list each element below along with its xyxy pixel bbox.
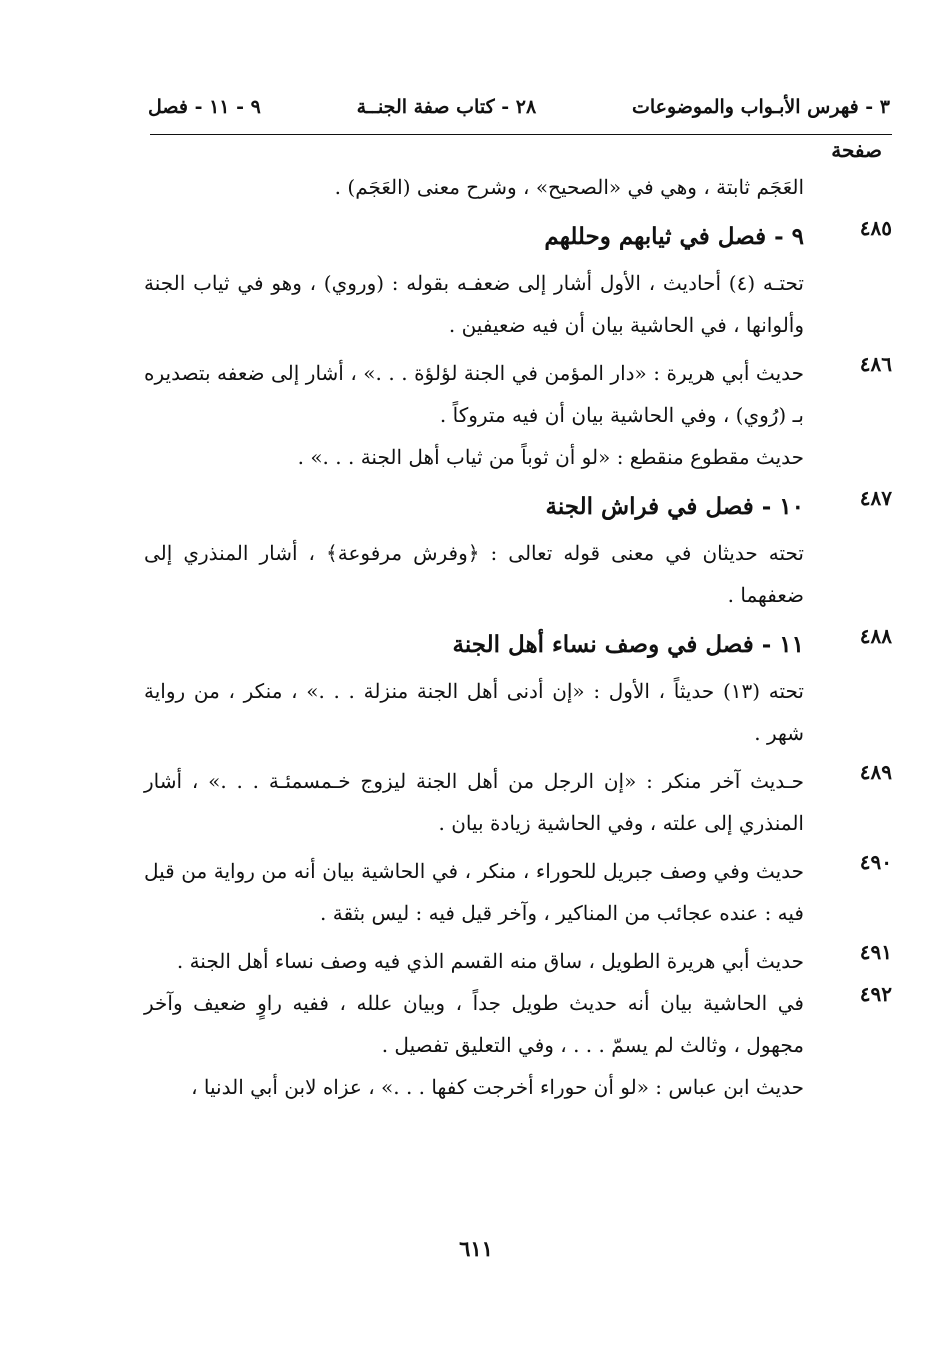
section-heading: ١٠ - فصل في فراش الجنة: [545, 493, 804, 520]
index-entries: [144, 166, 892, 1108]
section-heading-entry: [144, 216, 892, 258]
entry-text: تحته حديثان في معنى قوله تعالى : ﴿وفرش مرفوعة﴾ ، أشار المنذري إلى ضعفهما .: [144, 541, 804, 607]
entry-page-number: ٤٩٢: [859, 982, 892, 1006]
entry-text: حديث أبي هريرة الطويل ، ساق منه القسم الذي فيه وصف نساء أهل الجنة .: [176, 949, 804, 973]
entry-text: حديث وفي وصف جبريل للحوراء ، منكر ، في الحاشية بيان أنه من رواية من قيل فيه : عنده عجائب من المناكير ، وآخر قيل فيه : ليس بثقة .: [144, 859, 804, 925]
index-entry: [144, 262, 892, 346]
running-head-right: ٣ - فهرس الأبـواب والموضوعات: [631, 96, 890, 118]
index-entry: [144, 850, 892, 934]
section-heading: ٩ - فصل في ثيابهم وحللهم: [544, 223, 804, 250]
section-heading-entry: [144, 624, 892, 666]
entry-page-number: ٤٨٩: [859, 760, 892, 784]
running-head-center: ٢٨ - كتاب صفة الجنــة: [356, 96, 537, 118]
entry-text: تحتـه (٤) أحاديث ، الأول أشار إلى ضعفـه بقوله : (وروي) ، وهو في ثياب الجنة وألوانها ، في الحاشية بيان أن فيه ضعيفين .: [144, 271, 804, 337]
entry-text: في الحاشية بيان أنه حديث طويل جداً ، وبيان علله ، ففيه راوٍ ضعيف وآخر مجهول ، وثالث لم يسمّ . . . ، وفي التعليق تفصيل .: [144, 991, 804, 1057]
running-head: [148, 96, 890, 130]
entry-text: العَجَم ثابتة ، وهي في «الصحيح» ، وشرح معنى (العَجَم) .: [334, 175, 804, 199]
entry-text: حديث ابن عباس : «لو أن حوراء أخرجت كفها . . .» ، عزاه لابن أبي الدنيا ،: [191, 1075, 804, 1099]
index-entry: [144, 1066, 892, 1108]
page-column-label: صفحة: [831, 138, 882, 162]
entry-text: حديث مقطوع منقطع : «لو أن ثوباً من ثياب أهل الجنة . . .» .: [297, 445, 804, 469]
entry-page-number: ٤٩١: [859, 940, 892, 964]
entry-text: حديث أبي هريرة : «دار المؤمن في الجنة لؤلؤة . . .» ، أشار إلى ضعفه بتصديره بـ (رُوي) ، وفي الحاشية بيان أن فيه متروكاً .: [144, 361, 804, 427]
index-entry: [144, 436, 892, 478]
index-entry: [144, 670, 892, 754]
entry-page-number: ٤٨٨: [859, 624, 892, 648]
index-entry: [144, 982, 892, 1066]
header-rule: [150, 134, 892, 135]
index-entry: [144, 352, 892, 436]
page-number-folio: ٦١١: [459, 1236, 493, 1261]
section-heading-entry: [144, 486, 892, 528]
entry-page-number: ٤٨٥: [859, 216, 892, 240]
entry-page-number: ٤٩٠: [859, 850, 892, 874]
section-heading: ١١ - فصل في وصف نساء أهل الجنة: [452, 631, 804, 658]
entry-text: حـديث آخر منكر : «إن الرجل من أهل الجنة ليزوج خـمسمئـة . . .» ، أشار المنذري إلى علته ، وفي الحاشية زيادة بيان .: [144, 769, 804, 835]
entry-page-number: ٤٨٧: [859, 486, 892, 510]
running-head-left: ٩ - ١١ - فصل: [148, 96, 261, 118]
index-entry: [144, 940, 892, 982]
index-entry: [144, 166, 892, 208]
entry-text: تحته (١٣) حديثاً ، الأول : «إن أدنى أهل الجنة منزلة . . .» ، منكر ، من رواية شهر .: [144, 679, 804, 745]
index-entry: [144, 760, 892, 844]
index-entry: [144, 532, 892, 616]
entry-page-number: ٤٨٦: [859, 352, 892, 376]
